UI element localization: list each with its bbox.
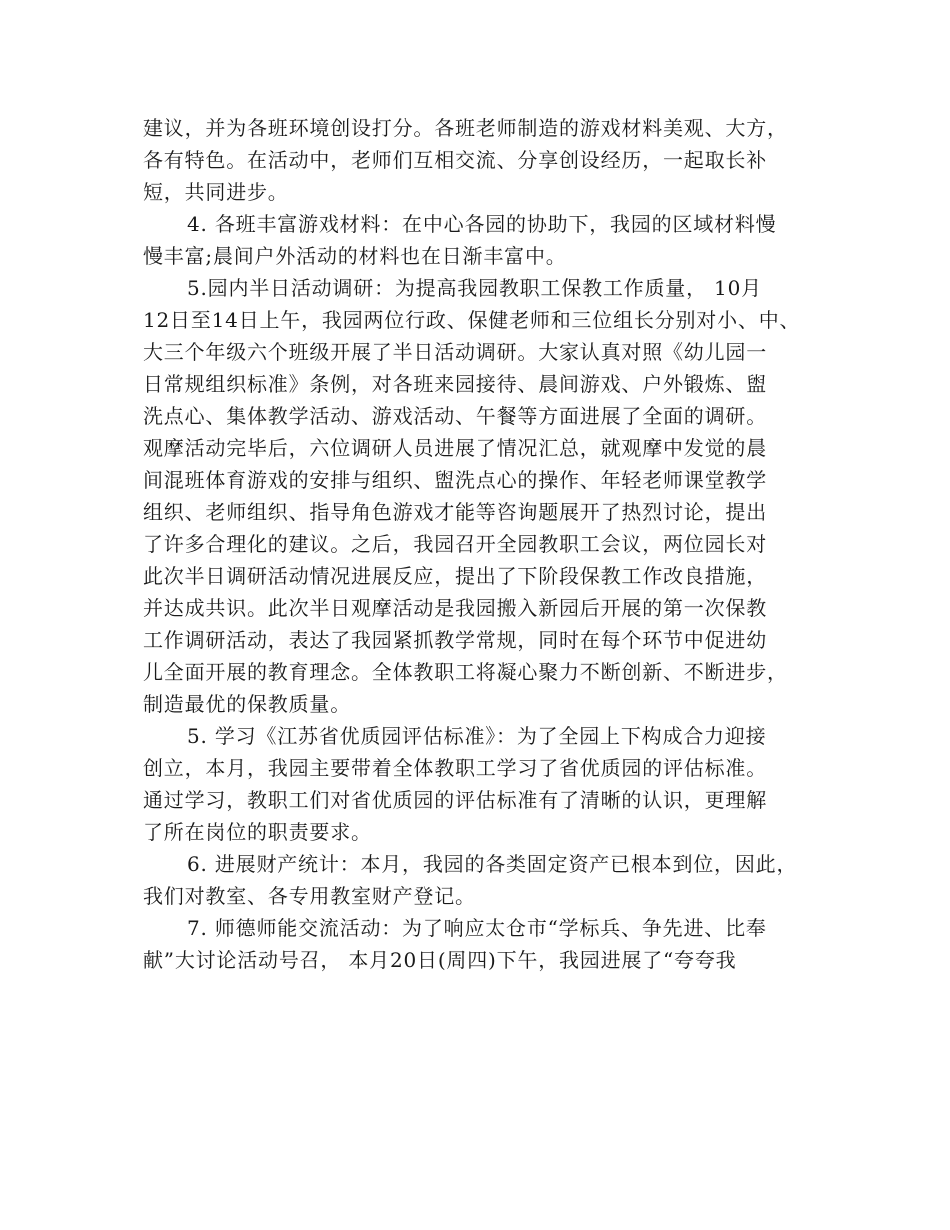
text-line: 大三个年级六个班级开展了半日活动调研。大家认真对照《幼儿园一 [143,340,767,364]
text-line: 洗点心、集体教学活动、游戏活动、午餐等方面进展了全面的调研。 [143,404,767,428]
text-line: 6. 进展财产统计：本月，我园的各类固定资产已根本到位，因此， [187,852,798,876]
text-line: 5. 学习《江苏省优质园评估标准》：为了全园上下构成合力迎接 [187,724,767,748]
text-line: 各有特色。在活动中，老师们互相交流、分享创设经历，一起取长补 [143,148,767,172]
text-line: 通过学习，教职工们对省优质园的评估标准有了清晰的认识，更理解 [143,788,767,812]
text-line: 日常规组织标准》条例，对各班来园接待、晨间游戏、户外锻炼、盥 [143,372,767,396]
text-line: 短，共同进步。 [143,180,289,204]
text-line: 间混班体育游戏的安排与组织、盥洗点心的操作、年轻老师课堂教学 [143,468,767,492]
text-line: 观摩活动完毕后，六位调研人员进展了情况汇总，就观摩中发觉的晨 [143,436,767,460]
text-line: 制造最优的保教质量。 [143,692,351,716]
text-line: 此次半日调研活动情况进展反应，提出了下阶段保教工作改良措施， [143,564,767,588]
text-line: 12日至14日上午，我园两位行政、保健老师和三位组长分别对小、中、 [143,308,801,332]
text-line: 5.园内半日活动调研：为提高我园教职工保教工作质量， 10月 [187,276,762,300]
text-line: 创立，本月，我园主要带着全体教职工学习了省优质园的评估标准。 [143,756,767,780]
body-text [143,112,823,976]
text-line: 建议，并为各班环境创设打分。各班老师制造的游戏材料美观、大方， [143,116,788,140]
text-line: 7. 师德师能交流活动：为了响应太仓市“学标兵、争先进、比奉 [187,916,767,940]
text-line: 组织、老师组织、指导角色游戏才能等咨询题展开了热烈讨论，提出 [143,500,767,524]
text-line: 4. 各班丰富游戏材料：在中心各园的协助下，我园的区域材料慢 [187,212,777,236]
text-line: 儿全面开展的教育理念。全体教职工将凝心聚力不断创新、不断进步， [143,660,788,684]
text-line: 工作调研活动，表达了我园紧抓教学常规，同时在每个环节中促进幼 [143,628,767,652]
text-line: 了许多合理化的建议。之后，我园召开全园教职工会议，两位园长对 [143,532,767,556]
text-line: 我们对教室、各专用教室财产登记。 [143,884,476,908]
text-line: 了所在岗位的职责要求。 [143,820,372,844]
text-line: 并达成共识。此次半日观摩活动是我园搬入新园后开展的第一次保教 [143,596,767,620]
text-line: 慢丰富;晨间户外活动的材料也在日渐丰富中。 [143,244,567,268]
text-line: 献”大讨论活动号召， 本月20日(周四)下午，我园进展了“夸夸我 [143,948,737,972]
